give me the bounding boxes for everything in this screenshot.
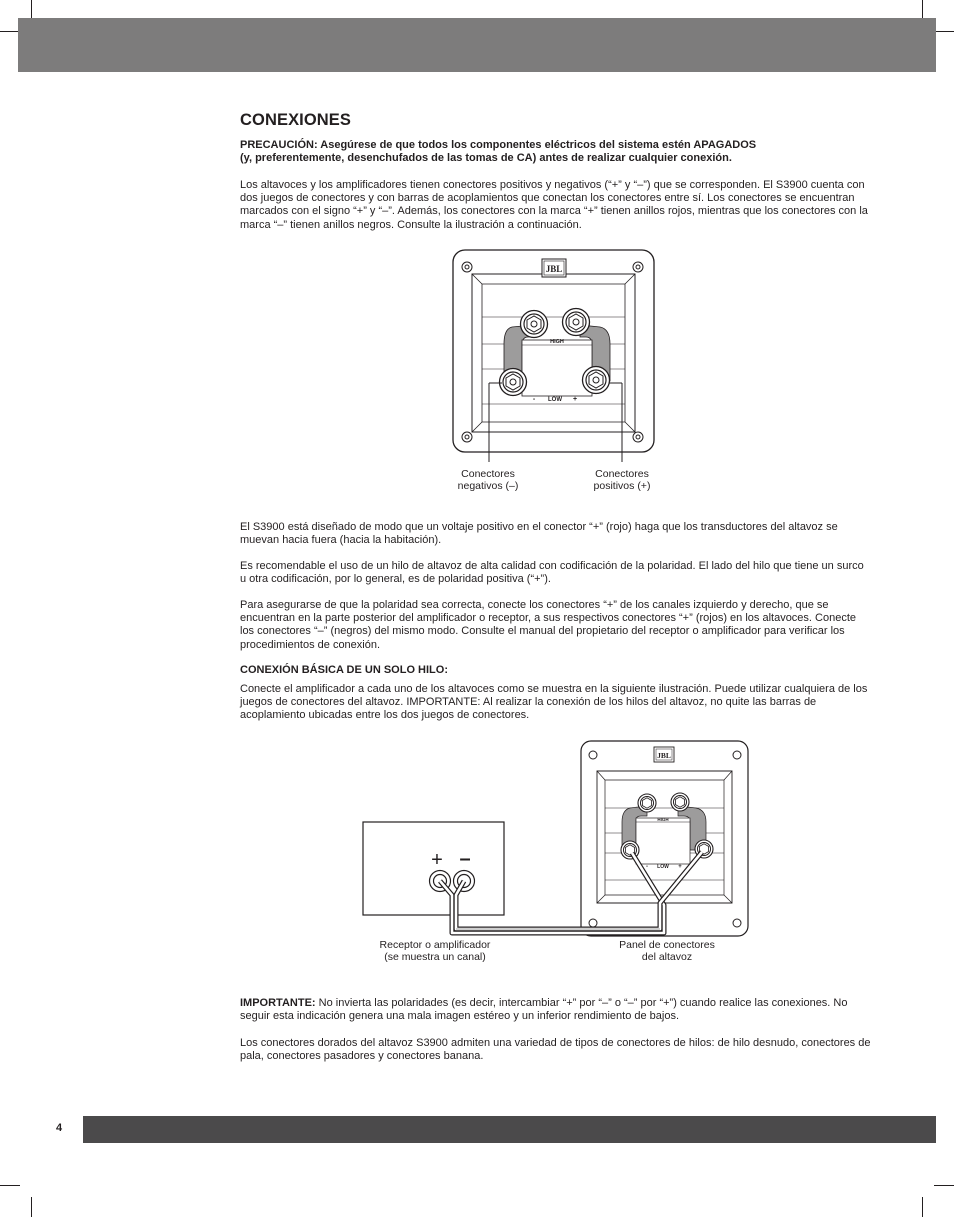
- paragraph-basic-wiring: Conecte el amplificador a cada uno de los altavoces como se muestra en la siguiente ilustración. Puede utilizar cualquiera de los juegos de conectores del altavoz. IMPORTANTE: Al realizar la conexión de los hilos del altavoz, no quite las barras de acoplamiento ubicadas entre los dos juegos de conectores.: [240, 683, 868, 722]
- mount-screw-icon: [733, 919, 741, 927]
- header-band: [18, 18, 936, 72]
- crop-mark: [0, 1185, 20, 1186]
- caption-negative-connectors: Conectores negativos (–): [457, 468, 519, 492]
- label-plus: +: [572, 396, 578, 403]
- amp-minus-sign: –: [459, 848, 471, 870]
- mount-screw-icon: [462, 432, 472, 442]
- mount-screw-icon: [589, 919, 597, 927]
- label-minus: -: [646, 864, 648, 870]
- subheading-basic-wiring: CONEXIÓN BÁSICA DE UN SOLO HILO:: [240, 664, 448, 676]
- paragraph-connectors: Los altavoces y los amplificadores tienen conectores positivos y negativos (“+” y “–”) que se corresponden. El S3900 cuenta con dos juegos de conectores y con barras de acoplamientos que conectan los conectores entre sí. Los conectores se encuentran marcados con el signo “+” y “–”. Además, los conectores con la marca “+” tienen anillos rojos, mientras que los conectores con la marca “–” tienen anillos negros. Consulte la ilustración a continuación.: [240, 179, 868, 231]
- amp-plus-sign: +: [431, 849, 443, 871]
- paragraph-correct-polarity: Para asegurarse de que la polaridad sea correcta, conecte los conectores “+” de los canales izquierdo y derecho, que se encuentran en la parte posterior del amplificador o receptor, a sus respectivos conectores “+” (rojos) en los altavoces. Conecte los conectores “–” (negros) del mismo modo. Consulte el manual del propietario del receptor o amplificador para verificar los procedimientos de conexión.: [240, 599, 857, 651]
- svg-text:JBL: JBL: [545, 264, 563, 274]
- footer-band: [83, 1116, 936, 1143]
- crop-mark: [922, 1197, 923, 1217]
- page-number: 4: [56, 1122, 63, 1134]
- jbl-logo: [542, 259, 566, 277]
- mount-screw-icon: [733, 751, 741, 759]
- mount-screw-icon: [633, 262, 643, 272]
- paragraph-important: [240, 997, 872, 1023]
- label-plus: +: [678, 864, 682, 870]
- mount-screw-icon: [462, 262, 472, 272]
- crop-mark: [0, 31, 20, 32]
- binding-post-high-negative: [638, 794, 656, 812]
- binding-post-high-positive: [671, 793, 689, 811]
- binding-post-high-positive: [563, 309, 590, 336]
- caption-speaker-panel: Panel de conectores del altavoz: [619, 939, 715, 963]
- label-high: HIGH: [657, 817, 669, 822]
- label-low: LOW: [657, 864, 669, 870]
- jbl-logo: [654, 747, 674, 762]
- important-text: No invierta las polaridades (es decir, intercambiar “+” por “–” o “–” por “+”) cuando realice las conexiones. No seguir esta indicación genera una mala imagen estéreo y un inferior rendimiento de bajos.: [240, 997, 848, 1023]
- paragraph-wire: Es recomendable el uso de un hilo de altavoz de alta calidad con codificación de la polaridad. El lado del hilo que tiene un surco u otra codificación, por lo general, es de polaridad positiva (“+”).: [240, 560, 864, 586]
- caution-text: [240, 139, 872, 165]
- wiring-diagram-figure: [360, 738, 755, 938]
- caption-amplifier: Receptor o amplificador (se muestra un canal): [379, 939, 491, 963]
- paragraph-gold-connectors: Los conectores dorados del altavoz S3900 admiten una variedad de tipos de conectores de hilos: de hilo desnudo, conectores de pala, conectores pasadores y conectores banana.: [240, 1037, 871, 1063]
- crop-mark: [934, 31, 954, 32]
- crop-mark: [922, 0, 923, 20]
- label-minus: -: [532, 396, 536, 403]
- svg-text:JBL: JBL: [657, 751, 671, 760]
- mount-screw-icon: [589, 751, 597, 759]
- binding-post-low-negative: [500, 369, 527, 396]
- important-label: IMPORTANTE:: [240, 997, 316, 1009]
- caption-positive-connectors: Conectores positivos (+): [593, 468, 651, 492]
- crop-mark: [31, 1197, 32, 1217]
- section-title: CONEXIONES: [240, 111, 352, 129]
- caution-line-1: PRECAUCIÓN: Asegúrese de que todos los componentes eléctricos del sistema estén APAGADOS: [240, 139, 757, 151]
- binding-post-low-positive: [583, 367, 610, 394]
- label-high: HIGH: [550, 339, 564, 345]
- terminal-panel-figure: [452, 249, 657, 499]
- mount-screw-icon: [633, 432, 643, 442]
- binding-post-high-negative: [521, 311, 548, 338]
- label-low: LOW: [548, 397, 562, 403]
- paragraph-polarity: El S3900 está diseñado de modo que un voltaje positivo en el conector “+” (rojo) haga que los transductores del altavoz se muevan hacia fuera (hacia la habitación).: [240, 521, 838, 547]
- crop-mark: [934, 1185, 954, 1186]
- caution-line-2: (y, preferentemente, desenchufados de las tomas de CA) antes de realizar cualquier conexión.: [240, 152, 732, 165]
- crop-mark: [31, 0, 32, 20]
